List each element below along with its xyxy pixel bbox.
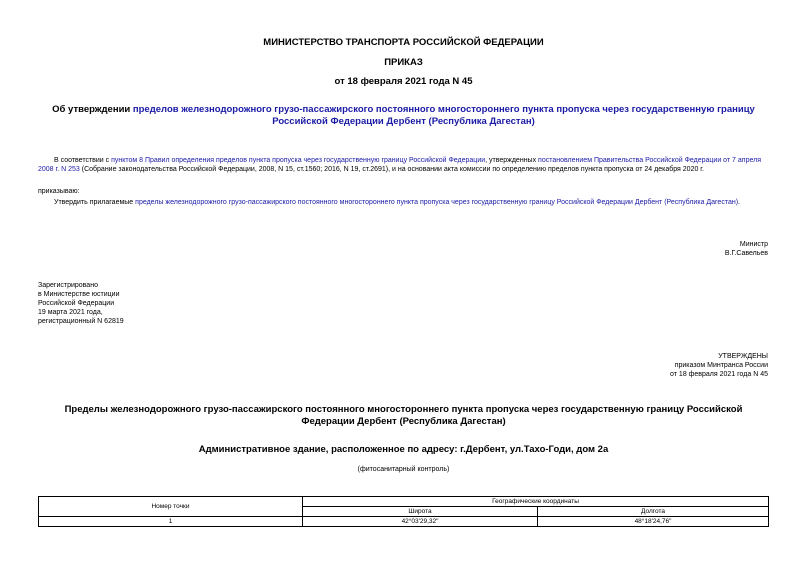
cell-latitude: 42°03'29,32" xyxy=(303,517,538,527)
order-text-2: . xyxy=(738,199,740,206)
order-link-limits[interactable]: пределы железнодорожного грузо-пассажирского постоянного многостороннего пункта пропуска через государственную границу Российской Федерации Дербент (Республика Дагестан) xyxy=(135,199,739,206)
doc-title xyxy=(40,104,767,128)
doc-type-heading: ПРИКАЗ xyxy=(384,57,423,68)
doc-date-number: от 18 февраля 2021 года N 45 xyxy=(334,76,473,87)
registration-line: Зарегистрировано xyxy=(38,282,98,289)
header-point-number: Номер точки xyxy=(39,497,303,517)
signature-position: Министр xyxy=(739,241,768,248)
header-latitude: Широта xyxy=(303,507,538,517)
annex-title: Пределы железнодорожного грузо-пассажирского постоянного многостороннего пункта пропуска через государственную границу Российской Федерации Дербент (Республика Дагестан) xyxy=(64,404,743,427)
order-word: приказываю: xyxy=(38,188,80,195)
approved-line-3: от 18 февраля 2021 года N 45 xyxy=(670,371,768,378)
registration-line: Российской Федерации xyxy=(38,300,115,307)
cell-longitude: 48°18'24,76" xyxy=(538,517,769,527)
doc-title-link[interactable]: пределов железнодорожного грузо-пассажирского постоянного многостороннего пункта пропуска через государственную границу Российской Федерации Дербент (Республика Дагестан) xyxy=(132,104,755,127)
approved-block xyxy=(670,352,768,379)
preamble-text-3: (Собрание законодательства Российской Федерации, 2008, N 15, ст.1560; 2016, N 19, ст.2691), и на основании акта комиссии по определению пределов пункта пропуска от 24 декабря 2020 г. xyxy=(79,166,704,173)
preamble-link-rules[interactable]: пунктом 8 Правил определения пределов пункта пропуска через государственную границу Российской Федерации xyxy=(111,157,486,164)
order-paragraph xyxy=(54,198,771,207)
annex-note: (фитосанитарный контроль) xyxy=(357,466,450,473)
signature-block xyxy=(725,240,768,258)
header-longitude: Долгота xyxy=(538,507,769,517)
approved-line-2: приказом Минтранса России xyxy=(674,362,768,369)
preamble-text-2: , утвержденных xyxy=(485,157,539,164)
header-geo-coordinates: Географические координаты xyxy=(303,497,769,507)
registration-line: 19 марта 2021 года, xyxy=(38,309,103,316)
annex-subtitle: Административное здание, расположенное по адресу: г.Дербент, ул.Тахо-Годи, дом 2а xyxy=(198,444,609,455)
doc-title-prefix: Об утверждении xyxy=(52,104,133,115)
registration-block xyxy=(38,281,124,326)
preamble-paragraph xyxy=(38,156,771,174)
ministry-heading: МИНИСТЕРСТВО ТРАНСПОРТА РОССИЙСКОЙ ФЕДЕРАЦИИ xyxy=(263,37,544,48)
signature-name: В.Г.Савельев xyxy=(724,250,768,257)
order-text-1: Утвердить прилагаемые xyxy=(54,199,136,206)
preamble-link-resolution[interactable]: постановлением Правительства Российской Федерации от 7 апреля 2008 г. N 253 xyxy=(38,157,762,173)
registration-line: регистрационный N 62819 xyxy=(38,318,124,325)
table-row xyxy=(39,517,769,527)
preamble-text-1: В соответствии с xyxy=(54,157,112,164)
registration-line: в Министерстве юстиции xyxy=(38,291,120,298)
table-header-row xyxy=(39,497,769,507)
cell-point: 1 xyxy=(39,517,303,527)
coordinates-table xyxy=(38,496,769,527)
approved-line-1: УТВЕРЖДЕНЫ xyxy=(718,353,768,360)
